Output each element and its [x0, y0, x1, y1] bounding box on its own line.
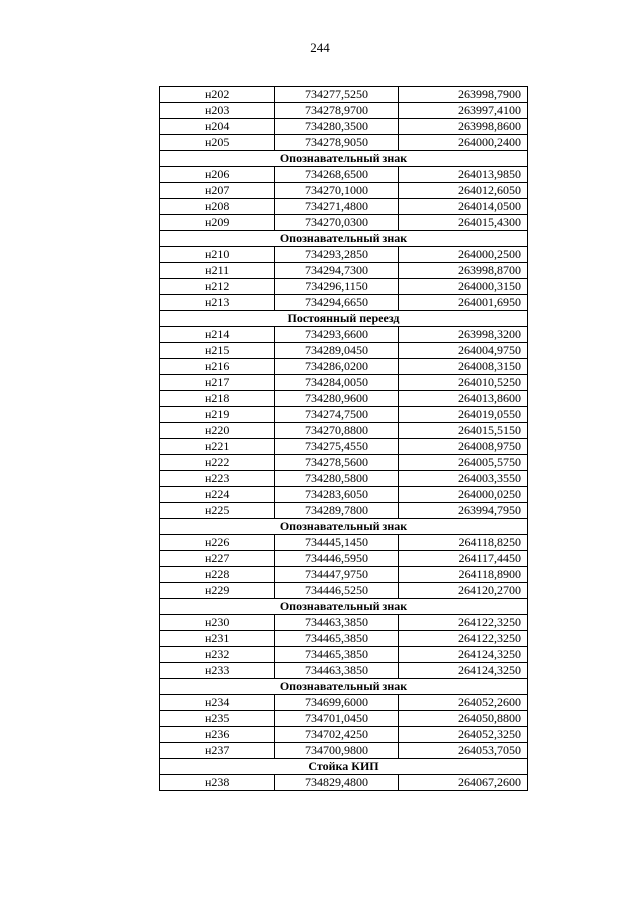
y-coordinate-cell: 264120,2700 — [398, 583, 527, 599]
table-row — [160, 87, 528, 103]
table-row — [160, 391, 528, 407]
point-id-cell: н204 — [160, 119, 275, 135]
x-coordinate-cell: 734289,0450 — [275, 343, 398, 359]
x-coordinate-cell: 734270,1000 — [275, 183, 398, 199]
x-coordinate-cell: 734274,7500 — [275, 407, 398, 423]
table-row — [160, 583, 528, 599]
point-id-cell: н231 — [160, 631, 275, 647]
y-coordinate-cell: 264124,3250 — [398, 647, 527, 663]
point-id-cell: н207 — [160, 183, 275, 199]
x-coordinate-cell: 734294,6650 — [275, 295, 398, 311]
table-row — [160, 567, 528, 583]
y-coordinate-cell: 264019,0550 — [398, 407, 527, 423]
y-coordinate-cell: 264013,9850 — [398, 167, 527, 183]
table-row — [160, 535, 528, 551]
section-label: Опознавательный знак — [160, 151, 528, 167]
point-id-cell: н209 — [160, 215, 275, 231]
x-coordinate-cell: 734277,5250 — [275, 87, 398, 103]
y-coordinate-cell: 264052,2600 — [398, 695, 527, 711]
x-coordinate-cell: 734280,9600 — [275, 391, 398, 407]
y-coordinate-cell: 264067,2600 — [398, 775, 527, 791]
x-coordinate-cell: 734447,9750 — [275, 567, 398, 583]
section-label: Стойка КИП — [160, 759, 528, 775]
x-coordinate-cell: 734293,6600 — [275, 327, 398, 343]
y-coordinate-cell: 264118,8250 — [398, 535, 527, 551]
table-row — [160, 487, 528, 503]
x-coordinate-cell: 734463,3850 — [275, 615, 398, 631]
point-id-cell: н229 — [160, 583, 275, 599]
y-coordinate-cell: 264117,4450 — [398, 551, 527, 567]
x-coordinate-cell: 734283,6050 — [275, 487, 398, 503]
x-coordinate-cell: 734271,4800 — [275, 199, 398, 215]
table-row — [160, 279, 528, 295]
y-coordinate-cell: 264122,3250 — [398, 615, 527, 631]
section-header-row — [160, 519, 528, 535]
y-coordinate-cell: 263994,7950 — [398, 503, 527, 519]
table-row — [160, 183, 528, 199]
table-row — [160, 359, 528, 375]
point-id-cell: н225 — [160, 503, 275, 519]
section-header-row — [160, 231, 528, 247]
point-id-cell: н238 — [160, 775, 275, 791]
x-coordinate-cell: 734268,6500 — [275, 167, 398, 183]
point-id-cell: н235 — [160, 711, 275, 727]
y-coordinate-cell: 264000,2500 — [398, 247, 527, 263]
point-id-cell: н216 — [160, 359, 275, 375]
table-row — [160, 407, 528, 423]
y-coordinate-cell: 264124,3250 — [398, 663, 527, 679]
point-id-cell: н224 — [160, 487, 275, 503]
y-coordinate-cell: 264003,3550 — [398, 471, 527, 487]
point-id-cell: н211 — [160, 263, 275, 279]
point-id-cell: н232 — [160, 647, 275, 663]
table-row — [160, 775, 528, 791]
y-coordinate-cell: 264010,5250 — [398, 375, 527, 391]
x-coordinate-cell: 734296,1150 — [275, 279, 398, 295]
point-id-cell: н206 — [160, 167, 275, 183]
x-coordinate-cell: 734280,3500 — [275, 119, 398, 135]
table-row — [160, 503, 528, 519]
table-row — [160, 711, 528, 727]
x-coordinate-cell: 734446,5250 — [275, 583, 398, 599]
point-id-cell: н220 — [160, 423, 275, 439]
table-row — [160, 343, 528, 359]
y-coordinate-cell: 263998,7900 — [398, 87, 527, 103]
page-number: 244 — [310, 40, 330, 55]
point-id-cell: н236 — [160, 727, 275, 743]
table-row — [160, 263, 528, 279]
y-coordinate-cell: 264004,9750 — [398, 343, 527, 359]
y-coordinate-cell: 264015,5150 — [398, 423, 527, 439]
section-label: Опознавательный знак — [160, 679, 528, 695]
y-coordinate-cell: 263998,8700 — [398, 263, 527, 279]
x-coordinate-cell: 734699,6000 — [275, 695, 398, 711]
point-id-cell: н233 — [160, 663, 275, 679]
y-coordinate-cell: 264000,0250 — [398, 487, 527, 503]
x-coordinate-cell: 734446,5950 — [275, 551, 398, 567]
section-header-row — [160, 599, 528, 615]
table-row — [160, 743, 528, 759]
table-row — [160, 455, 528, 471]
x-coordinate-cell: 734702,4250 — [275, 727, 398, 743]
point-id-cell: н208 — [160, 199, 275, 215]
x-coordinate-cell: 734284,0050 — [275, 375, 398, 391]
point-id-cell: н217 — [160, 375, 275, 391]
y-coordinate-cell: 264118,8900 — [398, 567, 527, 583]
table-row — [160, 727, 528, 743]
coordinates-table — [159, 86, 528, 791]
point-id-cell: н202 — [160, 87, 275, 103]
table-row — [160, 439, 528, 455]
x-coordinate-cell: 734280,5800 — [275, 471, 398, 487]
y-coordinate-cell: 264008,9750 — [398, 439, 527, 455]
point-id-cell: н214 — [160, 327, 275, 343]
y-coordinate-cell: 264050,8800 — [398, 711, 527, 727]
x-coordinate-cell: 734829,4800 — [275, 775, 398, 791]
table-row — [160, 375, 528, 391]
coordinates-table-body — [160, 87, 528, 791]
y-coordinate-cell: 264012,6050 — [398, 183, 527, 199]
point-id-cell: н230 — [160, 615, 275, 631]
table-row — [160, 295, 528, 311]
table-row — [160, 199, 528, 215]
table-row — [160, 215, 528, 231]
y-coordinate-cell: 264001,6950 — [398, 295, 527, 311]
y-coordinate-cell: 264015,4300 — [398, 215, 527, 231]
y-coordinate-cell: 263998,8600 — [398, 119, 527, 135]
point-id-cell: н228 — [160, 567, 275, 583]
x-coordinate-cell: 734275,4550 — [275, 439, 398, 455]
x-coordinate-cell: 734294,7300 — [275, 263, 398, 279]
x-coordinate-cell: 734278,5600 — [275, 455, 398, 471]
table-row — [160, 551, 528, 567]
point-id-cell: н222 — [160, 455, 275, 471]
table-row — [160, 119, 528, 135]
point-id-cell: н203 — [160, 103, 275, 119]
section-header-row — [160, 151, 528, 167]
x-coordinate-cell: 734445,1450 — [275, 535, 398, 551]
point-id-cell: н213 — [160, 295, 275, 311]
section-label: Постоянный переезд — [160, 311, 528, 327]
table-row — [160, 135, 528, 151]
section-header-row — [160, 311, 528, 327]
y-coordinate-cell: 263998,3200 — [398, 327, 527, 343]
x-coordinate-cell: 734286,0200 — [275, 359, 398, 375]
table-row — [160, 695, 528, 711]
section-label: Опознавательный знак — [160, 231, 528, 247]
point-id-cell: н221 — [160, 439, 275, 455]
table-row — [160, 103, 528, 119]
y-coordinate-cell: 264122,3250 — [398, 631, 527, 647]
table-row — [160, 471, 528, 487]
point-id-cell: н215 — [160, 343, 275, 359]
y-coordinate-cell: 264013,8600 — [398, 391, 527, 407]
x-coordinate-cell: 734700,9800 — [275, 743, 398, 759]
y-coordinate-cell: 264014,0500 — [398, 199, 527, 215]
point-id-cell: н237 — [160, 743, 275, 759]
point-id-cell: н218 — [160, 391, 275, 407]
y-coordinate-cell: 264008,3150 — [398, 359, 527, 375]
y-coordinate-cell: 264053,7050 — [398, 743, 527, 759]
x-coordinate-cell: 734465,3850 — [275, 647, 398, 663]
y-coordinate-cell: 264000,2400 — [398, 135, 527, 151]
x-coordinate-cell: 734465,3850 — [275, 631, 398, 647]
x-coordinate-cell: 734701,0450 — [275, 711, 398, 727]
x-coordinate-cell: 734293,2850 — [275, 247, 398, 263]
x-coordinate-cell: 734463,3850 — [275, 663, 398, 679]
point-id-cell: н210 — [160, 247, 275, 263]
table-row — [160, 247, 528, 263]
section-label: Опознавательный знак — [160, 599, 528, 615]
table-row — [160, 631, 528, 647]
y-coordinate-cell: 264005,5750 — [398, 455, 527, 471]
point-id-cell: н212 — [160, 279, 275, 295]
point-id-cell: н219 — [160, 407, 275, 423]
table-row — [160, 663, 528, 679]
y-coordinate-cell: 264052,3250 — [398, 727, 527, 743]
table-row — [160, 167, 528, 183]
x-coordinate-cell: 734270,8800 — [275, 423, 398, 439]
point-id-cell: н226 — [160, 535, 275, 551]
point-id-cell: н205 — [160, 135, 275, 151]
section-header-row — [160, 679, 528, 695]
point-id-cell: н234 — [160, 695, 275, 711]
table-row — [160, 615, 528, 631]
point-id-cell: н223 — [160, 471, 275, 487]
x-coordinate-cell: 734270,0300 — [275, 215, 398, 231]
y-coordinate-cell: 263997,4100 — [398, 103, 527, 119]
section-header-row — [160, 759, 528, 775]
point-id-cell: н227 — [160, 551, 275, 567]
x-coordinate-cell: 734289,7800 — [275, 503, 398, 519]
table-row — [160, 647, 528, 663]
x-coordinate-cell: 734278,9050 — [275, 135, 398, 151]
y-coordinate-cell: 264000,3150 — [398, 279, 527, 295]
table-row — [160, 423, 528, 439]
section-label: Опознавательный знак — [160, 519, 528, 535]
table-row — [160, 327, 528, 343]
x-coordinate-cell: 734278,9700 — [275, 103, 398, 119]
